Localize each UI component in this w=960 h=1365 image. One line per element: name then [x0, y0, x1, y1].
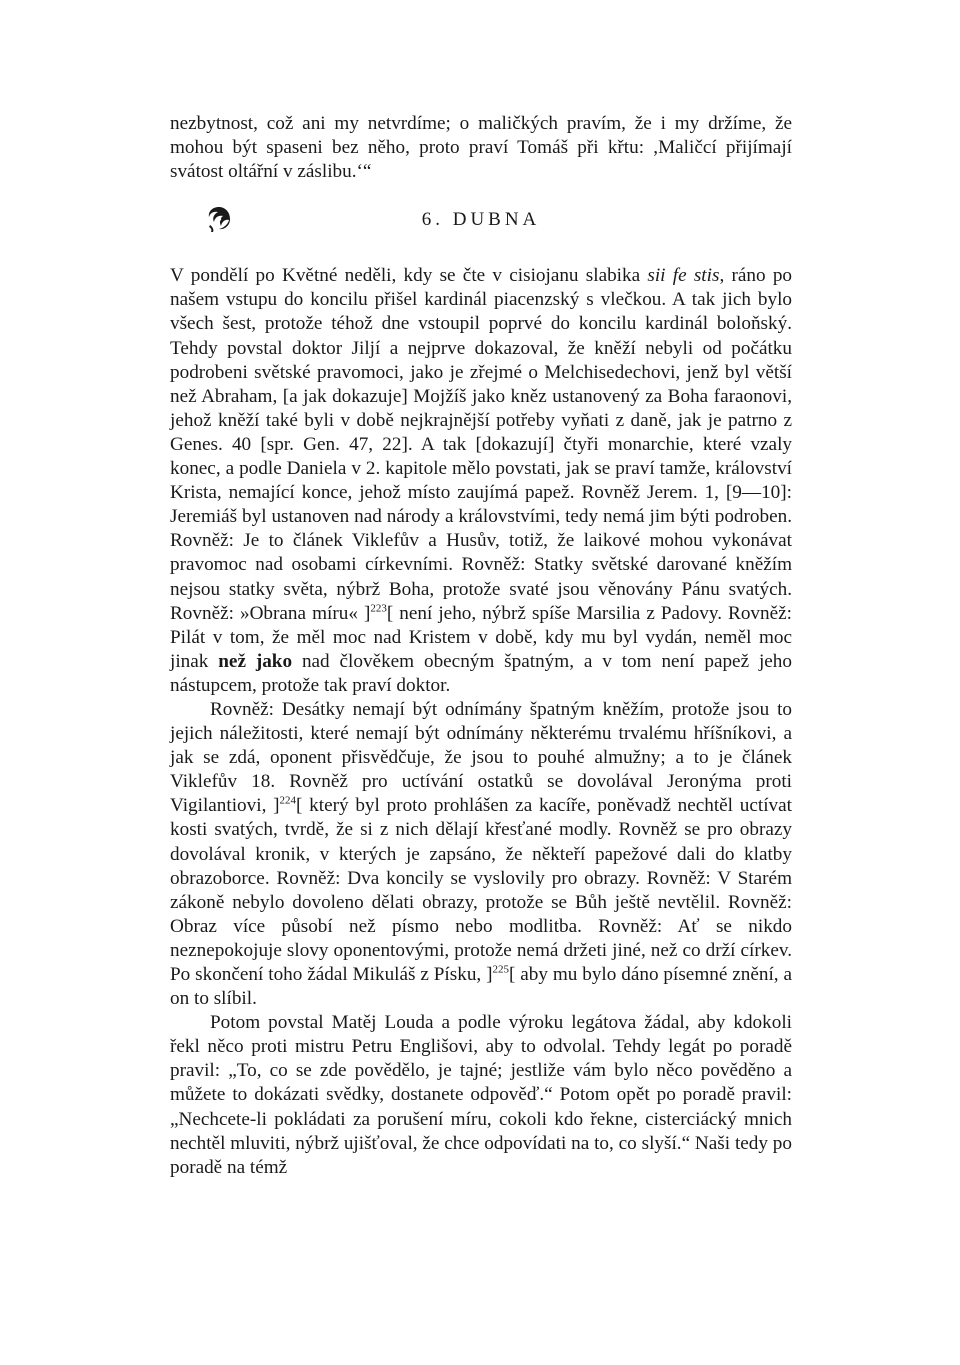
paragraph-louda: Potom povstal Matěj Louda a podle výroku legátova žádal, aby kdokoli řekl něco proti mistru Petru Englišovi, aby to odvolal. Tehdy legát po poradě pravil: „To, co se zde povědělo, je tajné; jestliže vám bylo něco pověděno a můžete to dokázati svědky, dostanete odpověď.“ Potom opět po poradě pravil: „Nechcete-li pokládati za porušení míru, cokoli kdo řekne, cisterciácký mnich nechtěl mluviti, nýbrž ujišťoval, že chce odpovídati na to, co slyší.“ Naši tedy po poradě na témž	[170, 1012, 792, 1178]
footnote-marker: 223	[370, 602, 387, 615]
paragraph-desatky: Rovněž: Desátky nemají být odnímány špatným kněžím, protože jsou to jejich náležitosti, které nemají být odnímány některému trvalému hříšníkovi, a jak se zdá, oponent přisvědčuje, že jsou to pouhé almužny; a to je článek Viklefův 18. Rovněž pro uctívání ostatků se dovolával Jeronýma proti Vigilantiovi, ]$^{224}$[ který byl proto prohlášen za kacíře, poněvadž nechtěl uctívat kosti svatých, tvrdě, že si z nich dělají křesťané modly. Rovněž se pro obrazy dovolával kronik, v kterých je zapsáno, že někteří papežové dali do klatby obrazoborce. Rovněž: Dva koncily se vyslovily pro obrazy. Rovněž: V Starém zákoně nebylo dovoleno dělati obrazy, protože se Bůh ještě nevtělil. Rovněž: Obraz více působí než písmo nebo modlitba. Rovněž: Ať se nikdo neznepokojuje slovy oponentovými, protože nemá držeti jiné, než co drží církev. Po skončení toho žádal Mikuláš z Písku, ]$^{225}$[ aby mu bylo dáno písemné znění, a on to slíbil.	[170, 698, 792, 1010]
section-heading-row	[170, 208, 792, 234]
footnote-marker: 224	[279, 794, 297, 807]
paragraph-main: V pondělí po Květné neděli, kdy se čte v cisiojanu slabika sii fe stis, ráno po našem vstupu do koncilu přišel kardinál piacenzský s vlečkou. A tak jich bylo všech šest, protože téhož dne vstoupil poprvé do koncilu kardinál boloňský. Tehdy povstal doktor Jiljí a nejprve dokazoval, že kněží nebyli od počátku podrobeni světské pravomoci, jako je zřejmé o Melchisedechovi, jenž byl větší než Abraham, [a jak dokazuje] Mojžíš jako kněz ustanovený za Boha faraonovi, jehož kněží také byli v době nejkrajnější potřeby vyňati z daně, jak je patrno z Genes. 40 [spr. Gen. 47, 22]. A tak [dokazují] čtyři monarchie, které vzaly konec, a podle Daniela v 2. kapitole mělo povstati, jak se praví tamže, království Krista, nemající konce, jehož místo zaujímá papež. Rovněž Jerem. 1, [9—10]: Jeremiáš byl ustanoven nad národy a královstvími, tedy nemá jim býti podroben. Rovněž: Je to článek Viklefův a Husův, totiž, že laikové mohou vykonávat pravomoc nad osobami církevními. Rovněž: Statky světské darované kněžím nejsou statky světa, nýbrž Boha, protože svaté jsou věnovány Pánu svatých. Rovněž: »Obrana míru« ]$^{223}$[ není jeho, nýbrž spíše Marsilia z Padovy. Rovněž: Pilát v tom, že měl moc nad Kristem v době, kdy mu byl vydán, neměl moc jinak než jako nad člověkem obecným špatným, a v tom není papež jeho nástupcem, protože tak praví doktor.	[170, 265, 793, 696]
footnote-marker: 225	[492, 963, 509, 976]
page-text	[170, 112, 792, 1180]
paragraph-intro: nezbytnost, což ani my netvrdíme; o maličkých pravím, že i my držíme, že mohou být spaseni bez něho, proto praví Tomáš při křtu: ,Maličcí přijímají svátost oltářní v záslibu.‘“	[170, 113, 792, 183]
section-heading: 6. DUBNA	[421, 209, 541, 231]
